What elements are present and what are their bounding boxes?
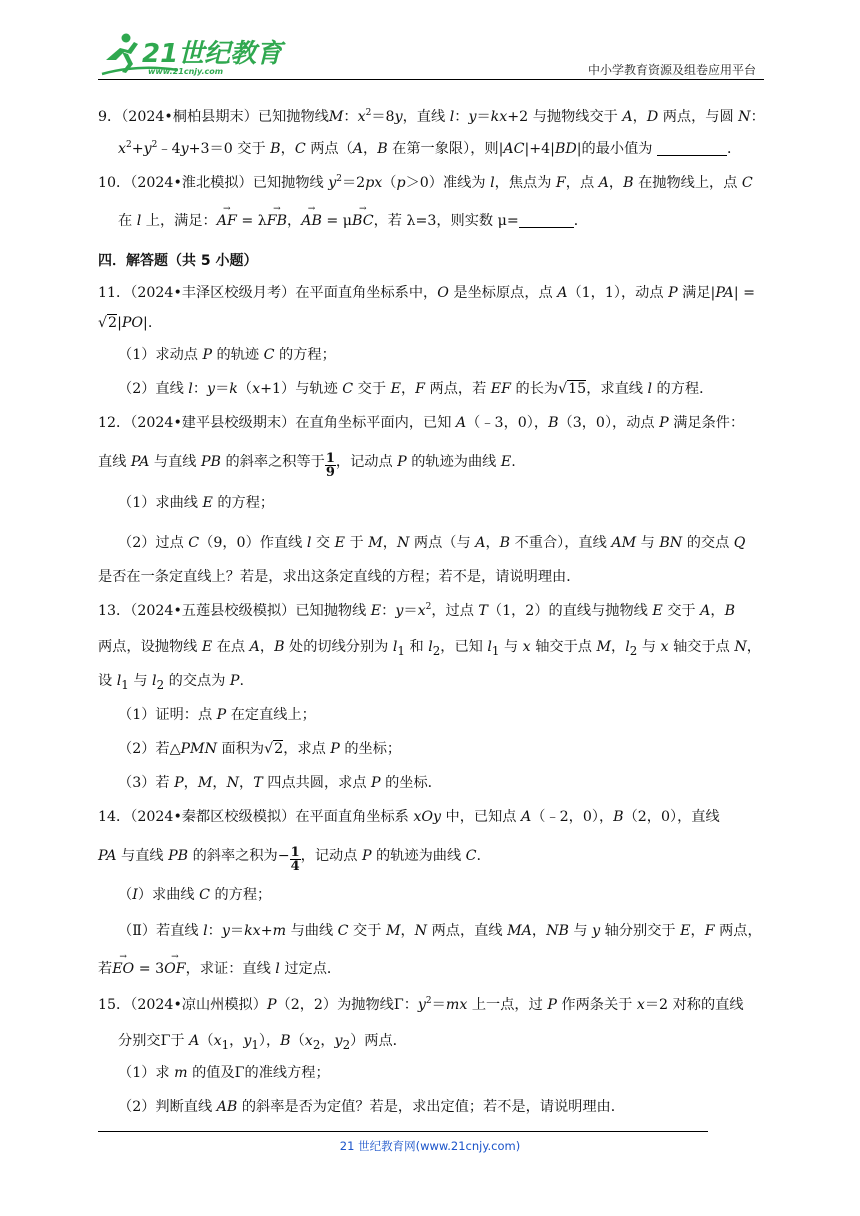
question-11-line-2: √2|PO|. <box>98 315 153 331</box>
answer-blank[interactable] <box>657 142 727 156</box>
fraction: $\frac{1}{4}$ <box>290 845 300 874</box>
question-13-line-2: 两点，设抛物线 E 在点 A，B 处的切线分别为 $l_1$ 和 $l_2$，已知 $l_1$ 与 x 轴交于点 M，$l_2$ 与 x 轴交于点 N， <box>98 639 761 658</box>
question-15-line-1: 15．（2024•凉山州模拟）P（2，2）为抛物线Γ：$y^2=mx$ 上一点，过 P 作两条关于 x＝2 对称的直线 <box>98 996 744 1013</box>
question-15-line-2: 分别交Γ于 $A(x_1$，$y_1$），$B(x_2$，$y_2$）两点． <box>118 1033 407 1052</box>
question-13-part-3: （3）若 P，M，N，T 四点共圆，求点 P 的坐标． <box>118 775 442 791</box>
question-15-part-2: （2）判断直线 AB 的斜率是否为定值？若是，求出定值；若不是，请说明理由． <box>118 1099 625 1115</box>
question-10-line-1: 10．（2024•淮北模拟）已知抛物线 $y^2=2px(p>0)$准线为 l，焦点为 F，点 A，B 在抛物线上，点 C <box>98 174 753 191</box>
section-heading: 四．解答题（共 5 小题） <box>98 253 258 269</box>
site-logo <box>98 30 283 78</box>
question-14-part-2: （Ⅱ）若直线 l：y＝kx+m 与曲线 C 交于 M，N 两点，直线 MA，NB 与 y 轴分别交于 E，F 两点， <box>118 923 762 939</box>
question-9-line-2: $x^2+y^2﹣4y+3=0$ 交于 B，C 两点（A，B 在第一象限），则|AC|+4|BD|的最小值为 ． <box>118 140 742 157</box>
platform-name: 中小学教育资源及组卷应用平台 <box>587 63 756 77</box>
question-11-part-1: （1）求动点 P 的轨迹 C 的方程； <box>118 347 336 363</box>
answer-blank[interactable] <box>519 214 574 228</box>
fraction: $\frac{1}{9}$ <box>325 451 335 480</box>
question-12-line-1: 12．（2024•建平县校级期末）在直角坐标平面内，已知 A（﹣3，0），B（3，0），动点 P 满足条件： <box>98 415 745 431</box>
question-12-part-2: （2）过点 C（9，0）作直线 l 交 E 于 M，N 两点（与 A，B 不重合），直线 AM 与 BN 的交点 Q <box>118 535 746 551</box>
svg-text:21世纪教育: 21世纪教育 <box>142 39 283 69</box>
svg-text:www.21cnjy.com: www.21cnjy.com <box>148 67 224 76</box>
question-12-part-2-cont: 是否在一条定直线上？若是，求出这条定直线的方程；若不是，请说明理由． <box>98 569 581 585</box>
question-13-line-1: 13．（2024•五莲县校级模拟）已知抛物线 E：$y=x^2$，过点 T（1，2）的直线与抛物线 E 交于 A，B <box>98 602 736 619</box>
question-12-line-2: 直线 PA 与直线 PB 的斜率之积等于 $\frac{1}{9}$ ，记动点 P 的轨迹为曲线 E. <box>98 451 516 480</box>
runner-logo-icon <box>98 30 283 78</box>
page-header <box>98 30 764 80</box>
question-10-line-2: 在 l 上，满足：→ AF = λ→ FB，→ AB = μ→ BC，若 λ=3，则实数 μ= ． <box>118 214 588 228</box>
question-13-part-1: （1）证明：点 P 在定直线上； <box>118 707 316 723</box>
question-12-part-1: （1）求曲线 E 的方程； <box>118 495 275 511</box>
question-15-part-1: （1）求 m 的值及Γ的准线方程； <box>118 1065 330 1081</box>
question-11-part-2: （2）直线 l：y＝k（x+1）与轨迹 C 交于 E，F 两点，若 EF 的长为√15，求直线 l 的方程． <box>118 381 714 397</box>
footer-link[interactable]: 21 世纪教育网(www.21cnjy.com) <box>339 1139 521 1153</box>
question-11-line-1: 11．（2024•丰泽区校级月考）在平面直角坐标系中，O 是坐标原点，点 A（1，1），动点 P 满足|PA| = <box>98 285 755 301</box>
question-9-line-1: 9．（2024•桐柏县期末）已知抛物线M：$x^2=8y$，直线 l：y＝kx+2 与抛物线交于 A，D 两点，与圆 N： <box>98 108 765 125</box>
question-13-part-2: （2）若△PMN 面积为√2，求点 P 的坐标； <box>118 741 402 757</box>
question-14-part-1: （I）求曲线 C 的方程； <box>118 887 272 903</box>
question-13-line-3: 设 $l_1$ 与 $l_2$ 的交点为 P. <box>98 673 244 692</box>
question-14-part-2-cont: 若→ EO = 3→ OF，求证：直线 l 过定点． <box>98 962 341 976</box>
header-divider <box>98 79 764 80</box>
footer-divider <box>98 1131 708 1132</box>
question-14-line-2: PA 与直线 PB 的斜率之积为− $\frac{1}{4}$ ，记动点 P 的轨迹为曲线 C. <box>98 845 482 874</box>
question-14-line-1: 14．（2024•秦都区校级模拟）在平面直角坐标系 xOy 中，已知点 A（﹣2，0），B（2，0），直线 <box>98 809 720 825</box>
